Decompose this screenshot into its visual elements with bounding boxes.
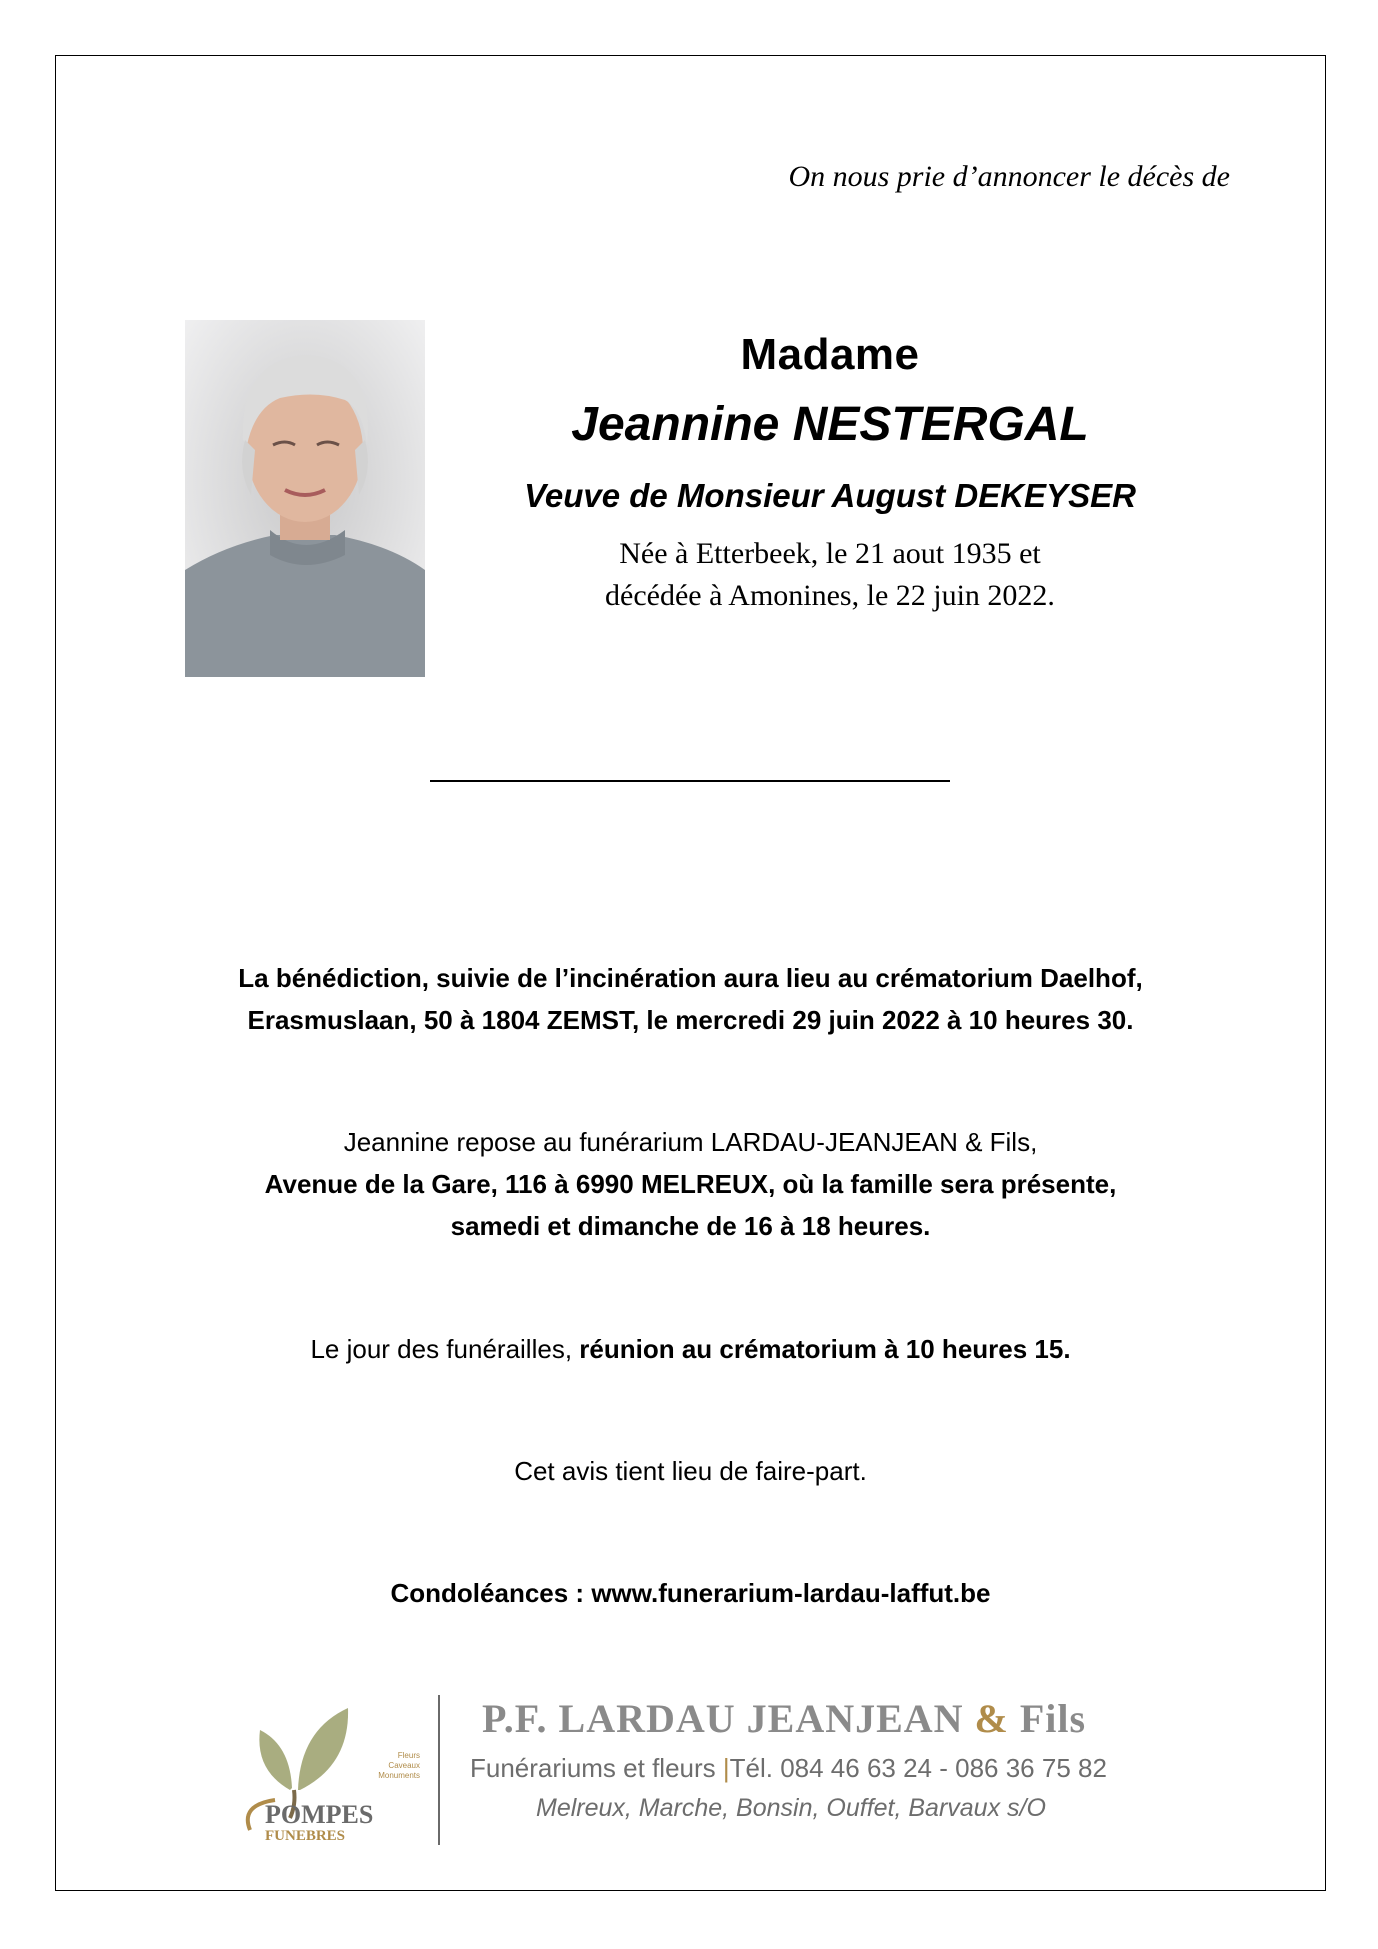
leaf-left-icon (259, 1730, 292, 1790)
ceremony-paragraph (55, 957, 1326, 1041)
footer-separator (438, 1695, 440, 1845)
leaf-right-icon (298, 1708, 348, 1790)
logo-small-text-2: Caveaux (388, 1761, 420, 1770)
funeral-day-line (55, 1328, 1326, 1370)
company-towns: Melreux, Marche, Bonsin, Ouffet, Barvaux s/O (536, 1794, 1046, 1822)
company-services: Funérariums et fleurs (470, 1753, 723, 1783)
honorific: Madame (740, 330, 920, 379)
deceased-name: Jeannine NESTERGAL (571, 398, 1089, 451)
funeral-day-prefix: Le jour des funérailles, (310, 1334, 580, 1364)
divider-rule (430, 780, 950, 782)
visitation-paragraph (55, 1121, 1326, 1247)
portrait-photo (185, 320, 425, 677)
visitation-line-3: samedi et dimanche de 16 à 18 heures. (450, 1211, 931, 1241)
intro-text: On nous prie d’annoncer le décès de (788, 160, 1230, 193)
ceremony-line-1: La bénédiction, suivie de l’incinération aura lieu au crématorium Daelhof, (238, 963, 1143, 993)
notice-line: Cet avis tient lieu de faire-part. (514, 1456, 867, 1486)
company-name (470, 1690, 1170, 1748)
company-pipe: | (722, 1753, 730, 1783)
visitation-line-1: Jeannine repose au funérarium LARDAU-JEANJEAN & Fils, (343, 1127, 1038, 1157)
company-phone: Tél. 084 46 63 24 - 086 36 75 82 (729, 1753, 1107, 1783)
condolences-line: Condoléances : www.funerarium-lardau-laffut.be (390, 1578, 991, 1608)
visitation-line-2: Avenue de la Gare, 116 à 6990 MELREUX, où la famille sera présente, (264, 1169, 1117, 1199)
death-line: décédée à Amonines, le 22 juin 2022. (605, 579, 1055, 612)
company-name-ampersand: & (974, 1696, 1009, 1741)
logo-sub-text: FUNEBRES (265, 1828, 346, 1844)
company-name-part-2: Fils (1008, 1696, 1087, 1741)
company-block (470, 1690, 1170, 1828)
spouse-line: Veuve de Monsieur August DEKEYSER (524, 477, 1136, 514)
name-block (470, 325, 1190, 617)
birth-line: Née à Etterbeek, le 21 aout 1935 et (619, 537, 1041, 570)
ceremony-line-2: Erasmuslaan, 50 à 1804 ZEMST, le mercredi 29 juin 2022 à 10 heures 30. (247, 1005, 1134, 1035)
company-services-line (470, 1748, 1170, 1788)
company-name-part-1: P.F. LARDAU JEANJEAN (482, 1696, 975, 1741)
logo-small-text-1: Fleurs (397, 1751, 420, 1760)
logo-small-text-3: Monuments (378, 1771, 420, 1780)
pompes-funebres-logo (230, 1690, 450, 1845)
logo-main-text: POMPES (265, 1800, 374, 1829)
funeral-day-detail: réunion au crématorium à 10 heures 15. (579, 1334, 1071, 1364)
